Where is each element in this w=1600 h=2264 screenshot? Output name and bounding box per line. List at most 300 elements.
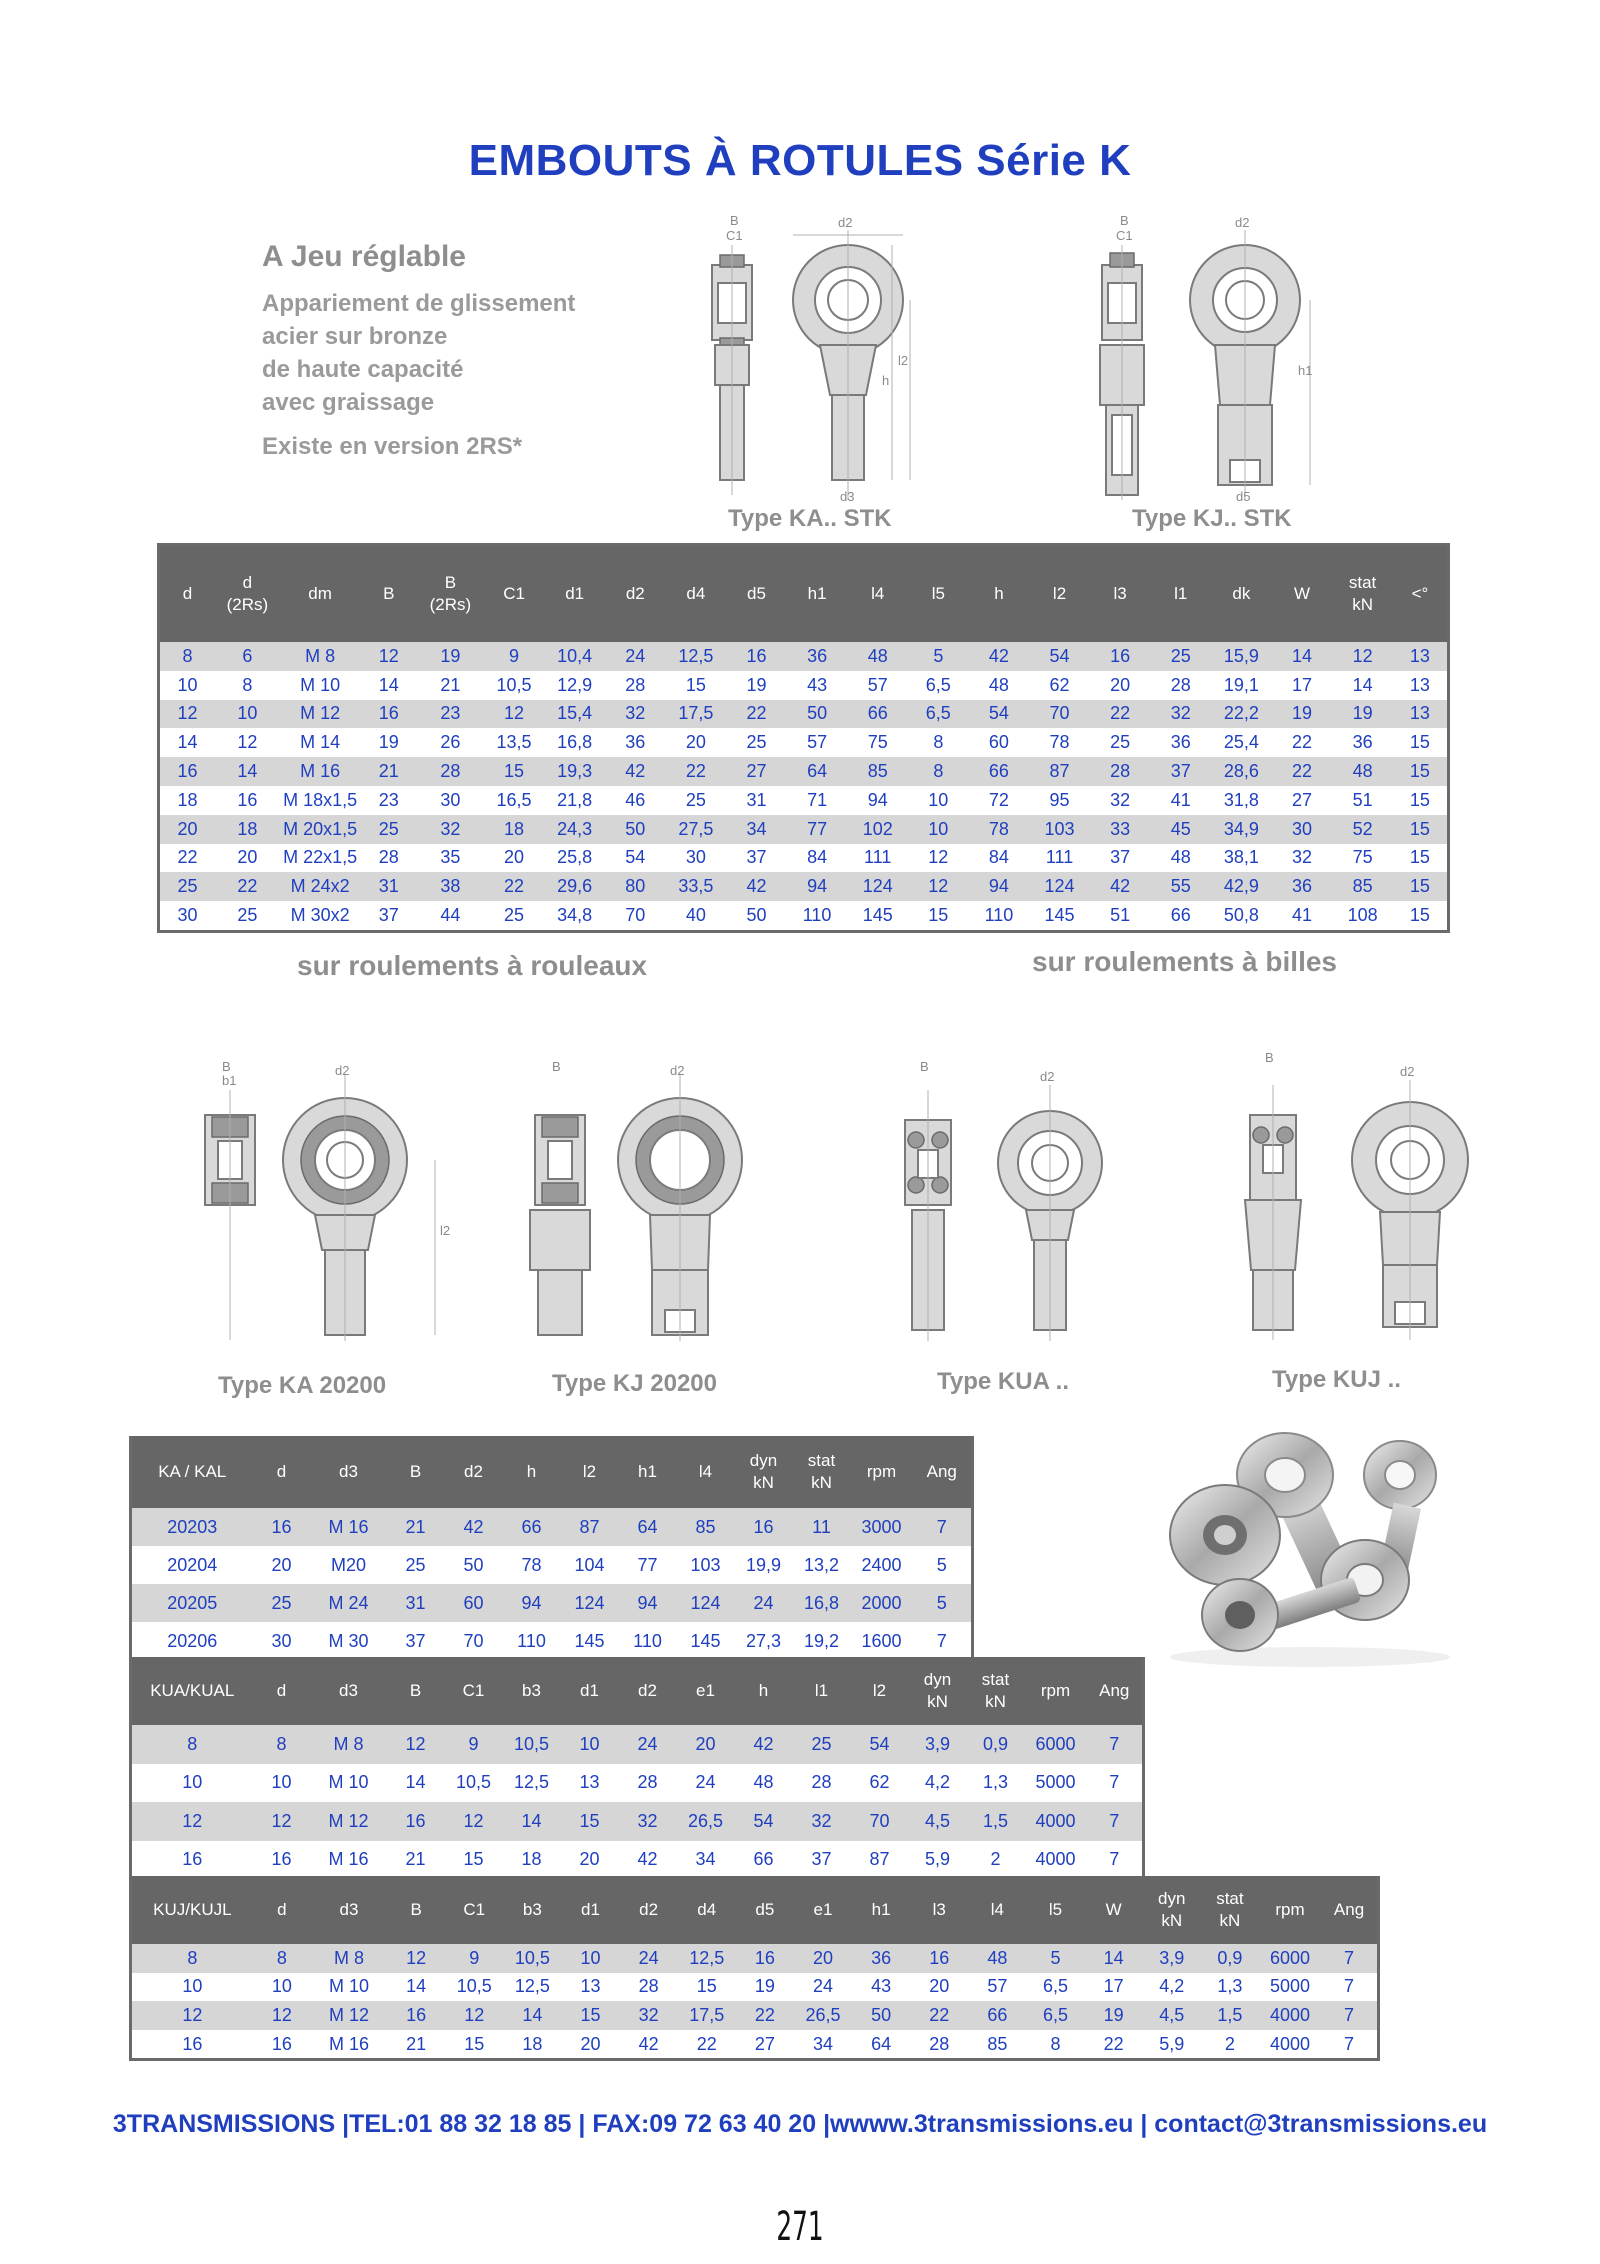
table-cell: 10,5	[484, 671, 545, 700]
table-cell: 14	[361, 671, 418, 700]
table-cell: 13,5	[484, 728, 545, 757]
table-cell: 19	[1272, 700, 1333, 729]
table-cell: 14	[503, 2001, 561, 2030]
table-cell: 19	[361, 728, 418, 757]
table-cell: 20	[1090, 671, 1151, 700]
table-cell: 110	[503, 1622, 561, 1662]
table-cell: 31	[387, 1584, 445, 1622]
table-row	[131, 1622, 973, 1662]
column-header: l2	[1029, 545, 1090, 643]
table-cell: 19,3	[544, 757, 605, 786]
table-cell: 19	[1085, 2001, 1143, 2030]
table-cell: 16	[215, 786, 280, 815]
column-header: <°	[1393, 545, 1449, 643]
table-cell: M 30	[311, 1622, 387, 1662]
table-cell: 37	[1090, 844, 1151, 873]
table-cell: 4,2	[1143, 1973, 1201, 2002]
table-cell: 87	[561, 1508, 619, 1546]
svg-text:b1: b1	[222, 1073, 237, 1088]
column-header: h1	[852, 1876, 910, 1944]
table-cell: 12	[445, 2001, 503, 2030]
table-cell: 62	[851, 1764, 909, 1803]
table-cell: 25	[387, 1546, 445, 1584]
rod-end-drawing-kuj	[1195, 1040, 1515, 1345]
column-header: stat kN	[793, 1436, 851, 1508]
table-cell: 54	[1029, 642, 1090, 671]
column-header: B	[387, 1876, 445, 1944]
table-cell: M 24	[311, 1584, 387, 1622]
svg-text:h1: h1	[1298, 363, 1313, 378]
table-cell: M 16	[280, 757, 361, 786]
table-cell: 22,2	[1211, 700, 1272, 729]
column-header: B	[387, 1657, 445, 1725]
table-cell: 16	[159, 757, 216, 786]
table-cell: 10	[908, 786, 969, 815]
table-cell: M 18x1,5	[280, 786, 361, 815]
table-cell: 38	[417, 872, 484, 901]
table-cell: 94	[847, 786, 908, 815]
table-cell: 20	[484, 844, 545, 873]
table-cell: 50	[726, 901, 787, 931]
section-label-balls: sur roulements à billes	[1032, 946, 1337, 977]
table-cell: 20204	[131, 1546, 253, 1584]
table-cell: 12	[387, 1944, 445, 1973]
table-row	[131, 1944, 1379, 1973]
table-cell: 4000	[1259, 2030, 1321, 2060]
column-header: e1	[677, 1657, 735, 1725]
table-cell: 22	[666, 757, 727, 786]
table-cell: 10	[131, 1764, 253, 1803]
table-cell: M 12	[280, 700, 361, 729]
table-cell: 7	[913, 1622, 973, 1662]
table-cell: 12	[387, 1725, 445, 1764]
column-header: d3	[311, 1876, 387, 1944]
table-cell: 14	[1085, 1944, 1143, 1973]
rod-end-product-photo	[1160, 1425, 1460, 1675]
table-cell: 10	[215, 700, 280, 729]
table-cell: 25	[666, 786, 727, 815]
table-cell: 8	[908, 757, 969, 786]
column-header: d2	[620, 1876, 678, 1944]
table-cell: 28	[605, 671, 666, 700]
table-cell: 16	[131, 1841, 253, 1881]
table-cell: 15	[908, 901, 969, 931]
table-cell: 15	[561, 2001, 619, 2030]
table-cell: 26	[417, 728, 484, 757]
table-cell: 7	[1321, 2030, 1378, 2060]
column-header: W	[1085, 1876, 1143, 1944]
table-cell: 15	[678, 1973, 736, 2002]
table-cell: 7	[1087, 1841, 1144, 1881]
table-cell: 1,5	[1201, 2001, 1259, 2030]
page-title: EMBOUTS À ROTULES Série K	[468, 136, 1132, 185]
column-header: l2	[561, 1436, 619, 1508]
column-header: l1	[793, 1657, 851, 1725]
table-cell: 12	[484, 700, 545, 729]
table-cell: 9	[445, 1944, 503, 1973]
svg-text:l2: l2	[440, 1223, 451, 1238]
table-cell: 20205	[131, 1584, 253, 1622]
table-cell: 36	[1150, 728, 1211, 757]
table-cell: 12	[253, 2001, 311, 2030]
table-cell: 55	[1150, 872, 1211, 901]
table-cell: 41	[1150, 786, 1211, 815]
table-cell: 1,3	[967, 1764, 1025, 1803]
table-cell: 15	[1393, 844, 1449, 873]
table-cell: 35	[417, 844, 484, 873]
table-cell: 42	[735, 1725, 793, 1764]
table-header-row	[131, 1657, 1144, 1725]
table-cell: 22	[484, 872, 545, 901]
table-cell: 20	[666, 728, 727, 757]
table-cell: 31	[726, 786, 787, 815]
table-cell: 20	[159, 815, 216, 844]
table-cell: 16	[253, 2030, 311, 2060]
table-cell: 28	[619, 1764, 677, 1803]
table-cell: 24,3	[544, 815, 605, 844]
table-cell: 85	[1332, 872, 1393, 901]
table-cell: 22	[678, 2030, 736, 2060]
table-cell: 31	[361, 872, 418, 901]
table-cell: 4000	[1025, 1841, 1087, 1881]
table-cell: 12,5	[503, 1764, 561, 1803]
column-header: l3	[910, 1876, 968, 1944]
table-cell: 5,9	[909, 1841, 967, 1881]
table-cell: 24	[620, 1944, 678, 1973]
table-cell: 12	[131, 2001, 253, 2030]
table-cell: 7	[1087, 1802, 1144, 1841]
table-cell: 94	[969, 872, 1030, 901]
table-cell: 124	[847, 872, 908, 901]
table-cell: 23	[417, 700, 484, 729]
table-cell: 15,9	[1211, 642, 1272, 671]
table-cell: 22	[910, 2001, 968, 2030]
table-cell: 42	[726, 872, 787, 901]
table-cell: 27,3	[735, 1622, 793, 1662]
table-cell: 27	[1272, 786, 1333, 815]
table-cell: 102	[847, 815, 908, 844]
table-cell: 8	[1026, 2030, 1084, 2060]
table-cell: 75	[847, 728, 908, 757]
section-label-rollers: sur roulements à rouleaux	[297, 950, 648, 981]
column-header: d	[253, 1657, 311, 1725]
table-cell: 12	[253, 1802, 311, 1841]
table-cell: 12	[908, 872, 969, 901]
table-cell: 22	[726, 700, 787, 729]
table-cell: 14	[215, 757, 280, 786]
table-row	[159, 728, 1449, 757]
table-cell: 54	[851, 1725, 909, 1764]
table-cell: 14	[387, 1764, 445, 1803]
table-cell: 3000	[851, 1508, 913, 1546]
table-cell: 7	[1087, 1764, 1144, 1803]
table-cell: 28	[1150, 671, 1211, 700]
table-cell: 5,9	[1143, 2030, 1201, 2060]
page-number: 271	[776, 2204, 824, 2250]
table-cell: M 16	[311, 1841, 387, 1881]
table-row	[131, 1584, 973, 1622]
table-cell: M 10	[280, 671, 361, 700]
table-cell: 64	[619, 1508, 677, 1546]
column-header: d1	[544, 545, 605, 643]
table-cell: 51	[1332, 786, 1393, 815]
table-cell: 28,6	[1211, 757, 1272, 786]
table-cell: 16,8	[544, 728, 605, 757]
table-cell: M 8	[311, 1944, 387, 1973]
table-cell: 70	[445, 1622, 503, 1662]
table-cell: 20	[677, 1725, 735, 1764]
table-cell: M 16	[311, 2030, 387, 2060]
column-header: d	[253, 1876, 311, 1944]
table-cell: 94	[787, 872, 848, 901]
column-header: C1	[445, 1657, 503, 1725]
table-cell: 25	[1150, 642, 1211, 671]
table-cell: 57	[968, 1973, 1026, 2002]
table-cell: 42	[619, 1841, 677, 1881]
table-cell: M 14	[280, 728, 361, 757]
table-cell: 103	[1029, 815, 1090, 844]
table-cell: 48	[735, 1764, 793, 1803]
column-header: l5	[1026, 1876, 1084, 1944]
table-cell: 84	[787, 844, 848, 873]
table-cell: 26,5	[677, 1802, 735, 1841]
table-cell: 14	[503, 1802, 561, 1841]
table-cell: 4000	[1259, 2001, 1321, 2030]
table-row	[131, 1841, 1144, 1881]
table-cell: 78	[1029, 728, 1090, 757]
table-cell: 16,8	[793, 1584, 851, 1622]
table-cell: 60	[445, 1584, 503, 1622]
column-header: dyn kN	[1143, 1876, 1201, 1944]
table-kua	[129, 1657, 1145, 1882]
column-header: l5	[908, 545, 969, 643]
table-cell: 42	[969, 642, 1030, 671]
table-cell: 5000	[1259, 1973, 1321, 2002]
table-cell: 66	[969, 757, 1030, 786]
table-cell: 103	[677, 1546, 735, 1584]
table-row	[131, 1546, 973, 1584]
table-cell: 20	[561, 1841, 619, 1881]
table-cell: 48	[1332, 757, 1393, 786]
table-cell: 16	[253, 1508, 311, 1546]
footer-contact: 3TRANSMISSIONS |TEL:01 88 32 18 85 | FAX:09 72 63 40 20 |wwww.3transmissions.eu | contact@3transmissions.eu	[112, 2110, 1488, 2138]
table-cell: M 22x1,5	[280, 844, 361, 873]
table-cell: 31,8	[1211, 786, 1272, 815]
table-cell: 77	[619, 1546, 677, 1584]
column-header: Ang	[1087, 1657, 1144, 1725]
column-header: h1	[619, 1436, 677, 1508]
table-cell: 18	[484, 815, 545, 844]
table-cell: 70	[1029, 700, 1090, 729]
table-cell: 12,5	[666, 642, 727, 671]
table-row	[131, 1973, 1379, 2002]
table-cell: 24	[619, 1725, 677, 1764]
table-cell: 32	[605, 700, 666, 729]
table-cell: 22	[1090, 700, 1151, 729]
table-cell: 32	[417, 815, 484, 844]
table-cell: 30	[1272, 815, 1333, 844]
table-cell: 5000	[1025, 1764, 1087, 1803]
table-cell: 145	[1029, 901, 1090, 931]
table-row	[159, 844, 1449, 873]
table-cell: 66	[847, 700, 908, 729]
column-header: dyn kN	[735, 1436, 793, 1508]
table-cell: 48	[1150, 844, 1211, 873]
table-cell: 64	[787, 757, 848, 786]
table-cell: 8	[159, 642, 216, 671]
svg-text:d3: d3	[840, 489, 855, 504]
table-cell: 17	[1272, 671, 1333, 700]
table-cell: 28	[417, 757, 484, 786]
table-cell: 111	[1029, 844, 1090, 873]
table-cell: 10	[253, 1764, 311, 1803]
table-cell: 16	[361, 700, 418, 729]
table-cell: 12	[908, 844, 969, 873]
svg-text:l2: l2	[898, 353, 909, 368]
table-cell: 145	[677, 1622, 735, 1662]
column-header: d5	[726, 545, 787, 643]
column-header: B	[387, 1436, 445, 1508]
table-cell: 19	[417, 642, 484, 671]
svg-text:d2: d2	[1400, 1064, 1415, 1079]
table-cell: 18	[503, 2030, 561, 2060]
table-cell: 8	[908, 728, 969, 757]
table-cell: 42	[445, 1508, 503, 1546]
table-cell: 145	[561, 1622, 619, 1662]
table-cell: 72	[969, 786, 1030, 815]
table-cell: 46	[605, 786, 666, 815]
column-header: l4	[677, 1436, 735, 1508]
column-header: d1	[561, 1657, 619, 1725]
table-cell: 13,2	[793, 1546, 851, 1584]
table-cell: 71	[787, 786, 848, 815]
table-cell: 19	[726, 671, 787, 700]
type-label-ka-20200: Type KA 20200	[218, 1372, 387, 1399]
table-cell: 11	[793, 1508, 851, 1546]
column-header: KUJ/KUJL	[131, 1876, 253, 1944]
table-cell: 37	[726, 844, 787, 873]
table-cell: 37	[387, 1622, 445, 1662]
table-cell: 24	[605, 642, 666, 671]
column-header: e1	[794, 1876, 852, 1944]
table-cell: 94	[619, 1584, 677, 1622]
table-cell: 1,5	[967, 1802, 1025, 1841]
table-cell: 2000	[851, 1584, 913, 1622]
table-cell: 1,3	[1201, 1973, 1259, 2002]
table-cell: 80	[605, 872, 666, 901]
column-header: B	[361, 545, 418, 643]
table-cell: 26,5	[794, 2001, 852, 2030]
table-cell: 22	[1085, 2030, 1143, 2060]
table-cell: 6000	[1025, 1725, 1087, 1764]
table-cell: 20203	[131, 1508, 253, 1546]
table-cell: 4,5	[1143, 2001, 1201, 2030]
table-cell: 8	[131, 1944, 253, 1973]
table-cell: 85	[847, 757, 908, 786]
table-cell: 13	[1393, 642, 1449, 671]
table-row	[159, 872, 1449, 901]
table-cell: 41	[1272, 901, 1333, 931]
table-cell: 21	[417, 671, 484, 700]
table-cell: 0,9	[967, 1725, 1025, 1764]
table-cell: 42	[1090, 872, 1151, 901]
table-cell: 12,5	[503, 1973, 561, 2002]
table-cell: 52	[1332, 815, 1393, 844]
column-header: l4	[968, 1876, 1026, 1944]
svg-text:d2: d2	[838, 215, 853, 230]
table-cell: 4000	[1025, 1802, 1087, 1841]
table-cell: 6,5	[1026, 1973, 1084, 2002]
table-cell: 15	[1393, 757, 1449, 786]
rod-end-drawing-kj-stk	[1040, 205, 1340, 505]
table-cell: 48	[969, 671, 1030, 700]
table-header-row	[159, 545, 1449, 643]
column-header: d	[253, 1436, 311, 1508]
table-cell: 33,5	[666, 872, 727, 901]
table-cell: M 30x2	[280, 901, 361, 931]
column-header: Ang	[913, 1436, 973, 1508]
table-cell: 78	[503, 1546, 561, 1584]
column-header: Ang	[1321, 1876, 1378, 1944]
table-cell: 40	[666, 901, 727, 931]
table-cell: 5	[913, 1584, 973, 1622]
table-cell: M 8	[280, 642, 361, 671]
table-cell: 7	[1321, 1973, 1378, 2002]
svg-text:d2: d2	[1040, 1069, 1055, 1084]
table-cell: M 16	[311, 1508, 387, 1546]
table-cell: 16	[387, 1802, 445, 1841]
column-header: rpm	[851, 1436, 913, 1508]
table-cell: 32	[1090, 786, 1151, 815]
table-cell: 43	[852, 1973, 910, 2002]
table-cell: 50	[445, 1546, 503, 1584]
table-cell: 12	[131, 1802, 253, 1841]
intro-note: Existe en version 2RS*	[262, 433, 523, 460]
table-cell: 25	[1090, 728, 1151, 757]
rod-end-drawing-ka-20200	[150, 1045, 480, 1345]
table-row	[131, 1725, 1144, 1764]
table-cell: 16	[736, 1944, 794, 1973]
table-cell: 8	[131, 1725, 253, 1764]
table-cell: 15,4	[544, 700, 605, 729]
svg-text:h: h	[882, 373, 890, 388]
table-cell: 10,4	[544, 642, 605, 671]
table-ka-20200	[129, 1436, 974, 1663]
table-cell: 57	[787, 728, 848, 757]
table-cell: 19	[1332, 700, 1393, 729]
column-header: h	[969, 545, 1030, 643]
table-cell: 22	[1272, 728, 1333, 757]
table-cell: 19,9	[735, 1546, 793, 1584]
table-cell: 23	[361, 786, 418, 815]
table-cell: 36	[852, 1944, 910, 1973]
table-cell: 36	[1272, 872, 1333, 901]
table-cell: 25	[159, 872, 216, 901]
table-cell: 14	[159, 728, 216, 757]
table-cell: M 10	[311, 1764, 387, 1803]
table-cell: 10,5	[445, 1764, 503, 1803]
svg-text:B: B	[552, 1059, 561, 1074]
table-cell: 37	[361, 901, 418, 931]
table-cell: 5	[913, 1546, 973, 1584]
table-cell: 3,9	[1143, 1944, 1201, 1973]
table-cell: 12	[361, 642, 418, 671]
column-header: rpm	[1025, 1657, 1087, 1725]
table-cell: 13	[561, 1973, 619, 2002]
table-cell: 14	[1332, 671, 1393, 700]
table-row	[159, 671, 1449, 700]
table-cell: 22	[736, 2001, 794, 2030]
